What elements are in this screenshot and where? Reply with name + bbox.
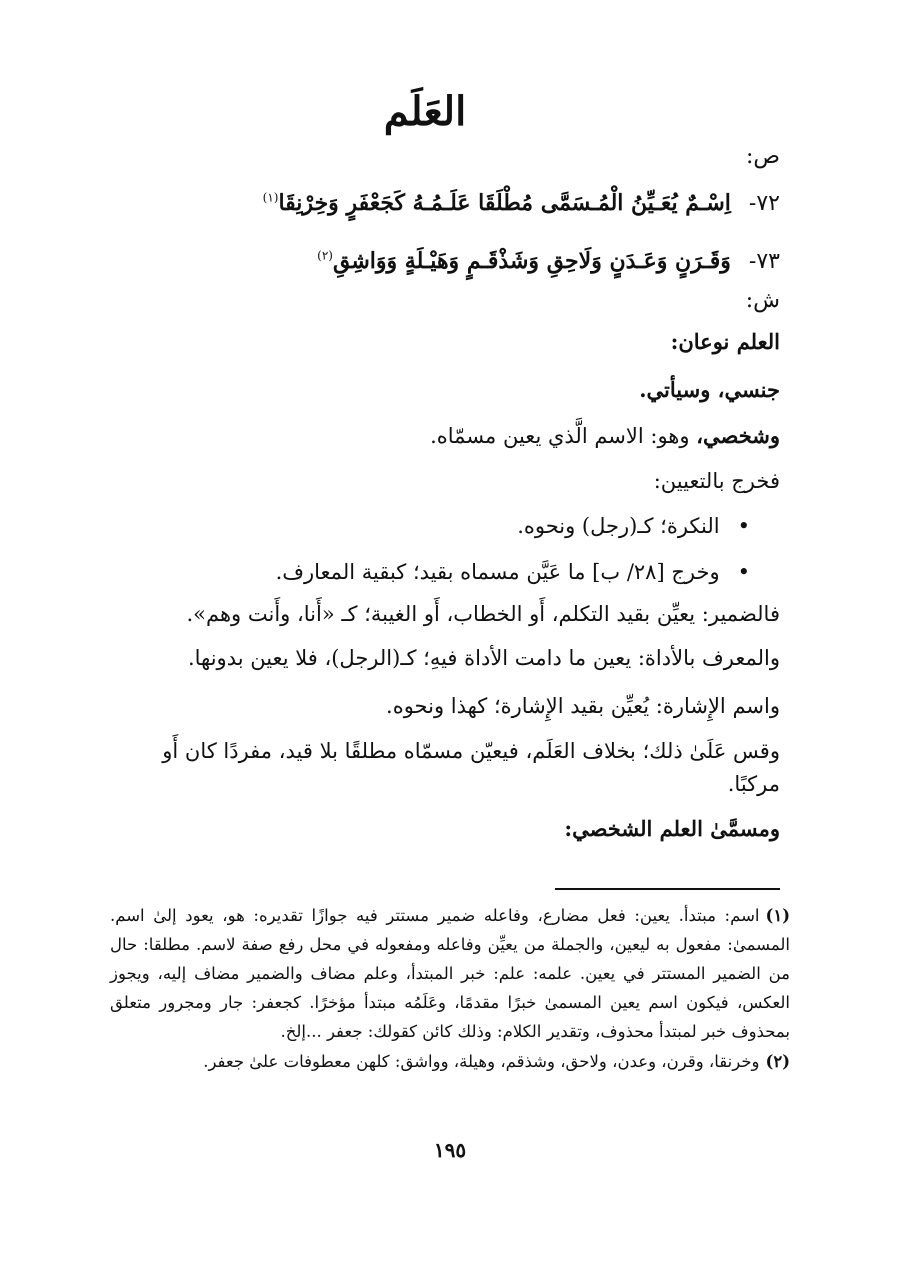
paragraph-demonstrative: واسم الإِشارة: يُعيِّن بقيد الإِشارة؛ كهذا ونحوه.: [386, 694, 780, 718]
sharh-label: ش:: [745, 288, 780, 313]
paragraph-pronoun: فالضمير: يعيِّن بقيد التكلم، أَو الخطاب، أَو الغيبة؛ كـ «أَنا، وأَنت وهم».: [186, 602, 780, 626]
sad-label: ص:: [745, 144, 780, 169]
paragraph-jinsi: جنسي، وسيأتي.: [639, 377, 780, 402]
verse-text: اِسْـمٌ يُعَـيِّنُ الْمُـسَمَّى مُطْلَقَا عَلَـمُـهُ كَجَعْفَرٍ وَخِرْنِقَا: [278, 190, 731, 216]
footnote-mark[interactable]: (١): [262, 190, 279, 205]
verse-73: [115, 246, 780, 278]
footnote-number: (٢): [765, 1052, 790, 1072]
paragraph-alam-types: العلم نوعان:: [670, 329, 780, 354]
verse-72: [115, 188, 780, 220]
list-item: • النكرة؛ كـ(رجل) ونحوه.: [120, 510, 750, 543]
footnote-mark[interactable]: (٢): [317, 248, 333, 263]
term-shakhsi: وشخصي،: [696, 423, 780, 448]
page-number: ١٩٥: [433, 1138, 467, 1162]
footnote-text: وخرنقا، وقرن، وعدن، ولاحق، وشذقم، وهيلة، وواشق: كلهن معطوفات علىٰ جعفر.: [203, 1052, 760, 1072]
chapter-title: العَلَم: [383, 88, 467, 135]
verse-number: ٧٣-: [748, 249, 780, 274]
paragraph-definite-article: والمعرف بالأداة: يعين ما دامت الأداة فيهِ؛ كـ(الرجل)، فلا يعين بدونها.: [187, 646, 780, 670]
paragraph-excluded: فخرج بالتعيين:: [653, 469, 780, 493]
footnote-divider: [555, 888, 780, 890]
definition-text: وهو: الاسم الَّذي يعين مسمّاه.: [430, 424, 697, 448]
paragraph-shakhsi: [115, 420, 780, 453]
footnote-1: [110, 902, 790, 1046]
paragraph-named-personal: ومسمَّىٰ العلم الشخصي:: [564, 816, 780, 841]
verse-text: وَقَـرَنٍ وَعَـدَنٍ وَلَاحِقِ وَشَذْقَـمٍ وَهَيْـلَةٍ وَوَاشِقِ: [332, 248, 731, 274]
footnote-number: (١): [765, 906, 790, 925]
footnote-text: اسم: مبتدأ. يعين: فعل مضارع، وفاعله ضمير مستتر فيه جوازًا تقديره: هو، يعود إلىٰ اسم. المسمىٰ: مفعول به ليعين، والجملة من يعيِّن وفاعله ومفعوله في محل رفع صفة لاسم. مطلقا: حال من الضمير المستتر في يعين. علمه: علم: خبر المبتدأ، وعلم مضاف والضمير مضاف إليه، ويجوز العكس، فيكون اسم يعين المسمىٰ خبرًا مقدمًا، وعَلَمُه مبتدأ مؤخرًا. كجعفر: جار ومجرور متعلق بمحذوف خبر لمبتدأ محذوف، وتقدير الكلام: وذلك كائن كقولك: جعفر ...إلخ.: [110, 906, 790, 1041]
footnote-2: [110, 1048, 790, 1077]
verse-number: ٧٢-: [748, 191, 780, 216]
paragraph-analogy: وقس عَلَىٰ ذلك؛ بخلاف العَلَم، فيعيّن مسمّاه مطلقًا بلا قيد، مفردًا كان أَو مركبًا.: [162, 739, 780, 796]
list-item: • وخرج [٢٨/ ب] ما عَيَّن مسماه بقيد؛ كبقية المعارف.: [120, 556, 750, 589]
footnotes: [110, 902, 790, 1079]
